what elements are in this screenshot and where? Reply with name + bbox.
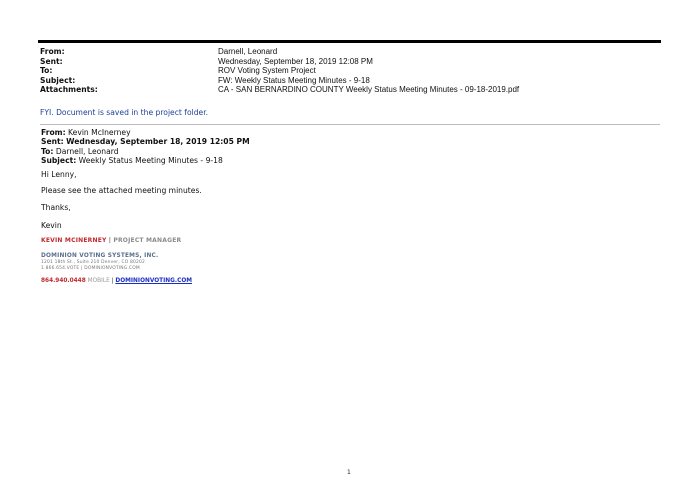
sent-label: Sent: [40, 56, 63, 66]
forward-separator [40, 124, 660, 125]
subject-row [40, 76, 660, 86]
from-value: Darnell, Leonard [218, 47, 278, 56]
signature-title: PROJECT MANAGER [113, 237, 182, 244]
attachments-row [40, 85, 660, 95]
body-text: Please see the attached meeting minutes. [41, 186, 202, 195]
from-row [40, 47, 660, 57]
sent-row [40, 57, 660, 67]
signature-contact-line [41, 278, 192, 284]
email-header [40, 47, 660, 95]
subject-value: FW: Weekly Status Meeting Minutes - 9-18 [218, 75, 370, 85]
fwd-subject-row [41, 156, 250, 165]
attachments-label: Attachments: [40, 85, 98, 95]
fwd-to-label: To: [41, 146, 54, 156]
header-rule [38, 40, 661, 43]
website-link[interactable]: DOMINIONVOTING.COM [115, 278, 193, 284]
from-label: From: [40, 47, 65, 56]
signature-separator: | [108, 237, 112, 244]
signature-company: DOMINION VOTING SYSTEMS, INC. [41, 253, 159, 259]
to-label: To: [40, 66, 53, 76]
sender-name: Kevin [41, 221, 62, 230]
fwd-subject-value: Weekly Status Meeting Minutes - 9-18 [78, 155, 223, 165]
signature-name-line [41, 237, 181, 244]
page-number: 1 [347, 469, 351, 476]
fwd-from-row [41, 128, 250, 137]
fwd-from-label: From: [41, 128, 66, 137]
mobile-label: MOBILE [87, 278, 110, 284]
fyi-note: FYI. Document is saved in the project folder. [40, 108, 209, 117]
fwd-sent-value: Wednesday, September 18, 2019 12:05 PM [66, 137, 250, 147]
to-value: ROV Voting System Project [218, 66, 316, 76]
sign-off: Thanks, [41, 203, 71, 212]
fwd-subject-label: Subject: [41, 155, 77, 165]
signature-address: 1201 18th St., Suite 210 Denver, CO 80202 [41, 260, 145, 265]
forwarded-header [41, 128, 250, 165]
fwd-sent-row [41, 137, 250, 146]
subject-label: Subject: [40, 75, 76, 85]
fwd-sent-label: Sent: [41, 137, 64, 147]
fwd-to-row [41, 147, 250, 156]
fwd-from-value: Kevin McInerney [68, 128, 131, 137]
contact-separator: | [111, 278, 114, 284]
signature-phone-line: 1.866.654.VOTE | DOMINIONVOTING.COM [41, 265, 140, 271]
mobile-number: 864.940.0448 [41, 278, 86, 284]
fwd-to-value: Darnell, Leonard [55, 146, 119, 156]
signature-name: KEVIN MCINERNEY [41, 237, 107, 244]
attachments-value[interactable]: CA - SAN BERNARDINO COUNTY Weekly Status Meeting Minutes - 09-18-2019.pdf [218, 85, 520, 95]
sent-value: Wednesday, September 18, 2019 12:08 PM [218, 56, 373, 66]
signature-address-block [41, 260, 145, 271]
greeting: Hi Lenny, [41, 170, 77, 179]
to-row [40, 66, 660, 76]
